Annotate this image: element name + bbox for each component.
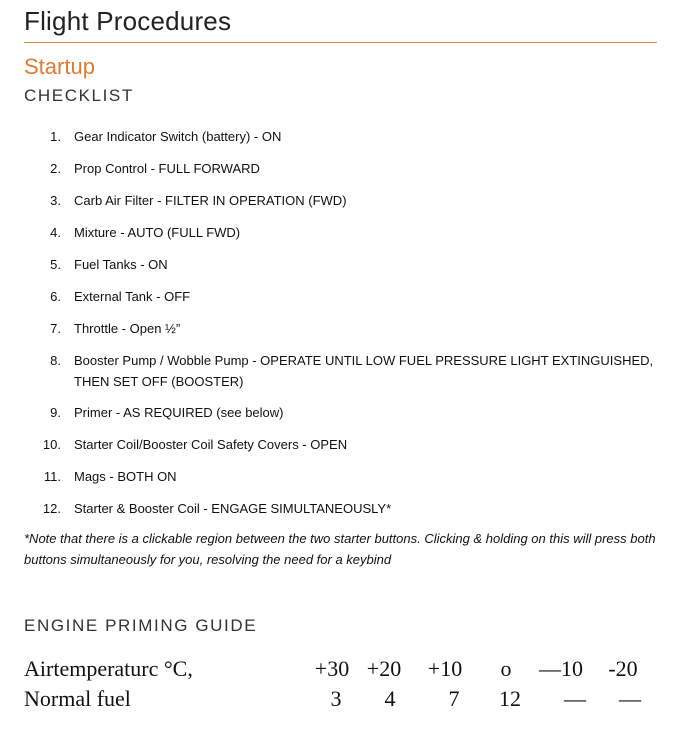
- item-number: 12.: [42, 501, 61, 516]
- priming-guide-heading: ENGINE PRIMING GUIDE: [24, 616, 258, 635]
- table-cell: +30: [314, 656, 350, 681]
- table-cell: 4: [384, 686, 396, 711]
- item-number: 5.: [50, 257, 61, 272]
- table-cell: 12: [499, 686, 521, 711]
- item-text: Starter & Booster Coil - ENGAGE SIMULTANEOUSLY*: [74, 501, 392, 516]
- title-divider: [24, 42, 657, 43]
- table-cell: 7: [448, 686, 460, 711]
- page-title: Flight Procedures: [24, 6, 232, 36]
- starter-note: *Note that there is a clickable region between the two starter buttons. Clicking & holding on this will press both buttons simultaneously for you, resolving the need for a keybind: [24, 531, 656, 567]
- table-cell: 3: [330, 686, 342, 711]
- table-cell: +10: [427, 656, 463, 681]
- priming-row-fuel: [24, 686, 654, 714]
- checklist-heading: CHECKLIST: [24, 86, 134, 105]
- table-cell: —: [564, 686, 586, 711]
- item-number: 2.: [50, 161, 61, 176]
- table-cell: —10: [539, 656, 583, 681]
- item-number: 3.: [50, 193, 61, 208]
- item-text: Fuel Tanks - ON: [74, 257, 168, 272]
- item-text: Booster Pump / Wobble Pump - OPERATE UNTIL LOW FUEL PRESSURE LIGHT EXTINGUISHED, THEN SET OFF (BOOSTER): [74, 353, 654, 389]
- item-number: 11.: [43, 469, 61, 484]
- item-text: Primer - AS REQUIRED (see below): [74, 405, 284, 420]
- item-number: 4.: [50, 225, 61, 240]
- item-text: Carb Air Filter - FILTER IN OPERATION (FWD): [74, 193, 347, 208]
- item-text: Starter Coil/Booster Coil Safety Covers - OPEN: [74, 437, 348, 452]
- table-cell: —: [619, 686, 641, 711]
- table-cell: +20: [366, 656, 402, 681]
- item-text: Gear Indicator Switch (battery) - ON: [74, 129, 282, 144]
- item-number: 1.: [50, 129, 61, 144]
- item-text: Throttle - Open ½”: [74, 321, 181, 336]
- row-label: Normal fuel: [24, 686, 131, 711]
- priming-row-temperature: [24, 656, 654, 684]
- item-text: External Tank - OFF: [74, 289, 191, 304]
- row-label: Airtemperaturc °C,: [24, 656, 193, 681]
- item-text: Mags - BOTH ON: [74, 469, 177, 484]
- item-text: Prop Control - FULL FORWARD: [74, 161, 260, 176]
- section-heading: Startup: [24, 54, 95, 79]
- item-text: Mixture - AUTO (FULL FWD): [74, 225, 241, 240]
- table-cell: o: [500, 656, 512, 681]
- item-number: 6.: [50, 289, 61, 304]
- table-cell: -20: [608, 656, 638, 681]
- item-number: 8.: [50, 353, 61, 368]
- item-number: 9.: [50, 405, 61, 420]
- item-number: 7.: [50, 321, 61, 336]
- item-number: 10.: [42, 437, 61, 452]
